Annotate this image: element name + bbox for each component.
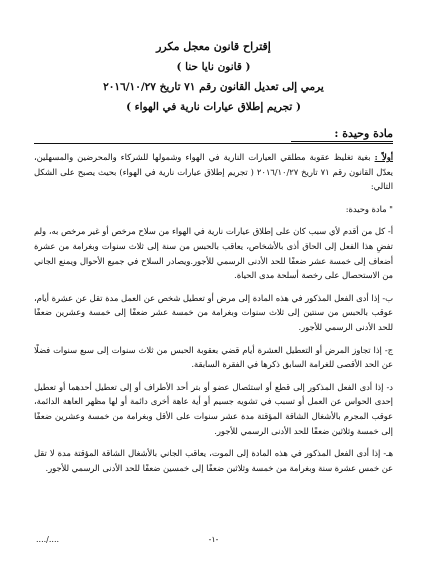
paragraph-first (34, 150, 393, 194)
document-topic-line: ( تجريم إطلاق عيارات نارية في الهواء ) (126, 101, 301, 113)
document-purpose-line: يرمي إلى تعديل القانون رقم ٧١ تاريخ ٢٠١٦/١٠/٢٧ (103, 81, 324, 93)
paragraph-ba: ب- إذا أدى الفعل المذكور في هذه المادة إلى مرض أو تعطيل شخص عن العمل مدة تقل عن عشرة أيام، عوقب بالحبس من سنتين إلى ثلاث سنوات وبغرامة من خمسة عشر ضعفًا إلى خمسة وعشرين ضعفًا للحد الأدنى الرسمي للأجور. (34, 292, 393, 332)
document-title: إقتراح قانون معجل مكرر (156, 40, 271, 53)
page-number: -١- (208, 535, 219, 544)
section-divider (34, 143, 393, 144)
paragraph-alef: أ- كل من أقدم لأي سبب كان على إطلاق عيارات نارية في الهواء من سلاح مرخص أو غير مرخص به، ولم تفضِ هذا الفعل إلى الحاق أذى بالأشخاص، يعاقب بالحبس من سنة إلى ثلاث سنوات وبغرامة من عشرة أضعاف إلى خمسة عشر ضعفًا للحد الأدنى الرسمي للأجور.ويصادر السلاح في جميع الأحوال ويمنع الجاني من الاستحصال على رخصة أسلحة مدى الحياة. (34, 226, 393, 281)
document-subtitle: ( قانون نايا حنا ) (176, 61, 251, 73)
section-title-underline (291, 141, 393, 142)
paragraph-dal: د- إذا أدى الفعل المذكور إلى قطع أو استئصال عضو أو بتر أحد الأطراف أو إلى تعطيل أحدهما أو تعطيل إحدى الحواس عن العمل أو تسبب في تشويه جسيم أو أية عاهة أخرى دائمة أو لها مظهر العاهة الدائمة، عوقب المجرم بالأشغال الشاقة المؤقتة مدة عشر سنوات على الأقل وبغرامة من خمسة وعشرين ضعفًا إلى خمسة وثلاثين ضعفًا للحد الأدنى الرسمي للأجور. (34, 381, 393, 436)
paragraph-first-lead: أولاً : (374, 152, 394, 162)
paragraph-ha: هـ- إذا أدى الفعل المذكور في هذه المادة إلى الموت، يعاقب الجاني بالأشغال الشاقة المؤقتة مدة لا تقل عن خمس عشرة سنة وبغرامة من خمسة وثلاثين ضعفًا إلى خمسين ضعفًا للحد الأدنى الرسمي للأجور. (34, 448, 393, 473)
document-header (60, 40, 367, 120)
quoted-article-heading: " مادة وحيدة: (345, 203, 393, 214)
document-body (34, 150, 393, 483)
continuation-mark: ..../.... (36, 535, 60, 544)
section-title: مادة وحيدة : (334, 127, 393, 140)
paragraph-jim: ج- إذا تجاوز المرض أو التعطيل العشرة أيام قضي بعقوبة الحبس من ثلاث سنوات إلى سبع سنوات فضلًا عن الحد الأقصى للغرامة السابق ذكرها في الفقرة السابقة. (34, 344, 393, 370)
paragraph-first-text: بغية تغليظ عقوبة مطلقي العيارات النارية في الهواء وشمولها للشركاء والمحرضين والمسهلين، يعدّل القانون رقم ٧١ تاريخ ٢٠١٦/١٠/٢٧ ( تجريم إطلاق عيارات نارية في الهواء) بحيث يصبح على الشكل التالي: (34, 152, 393, 192)
